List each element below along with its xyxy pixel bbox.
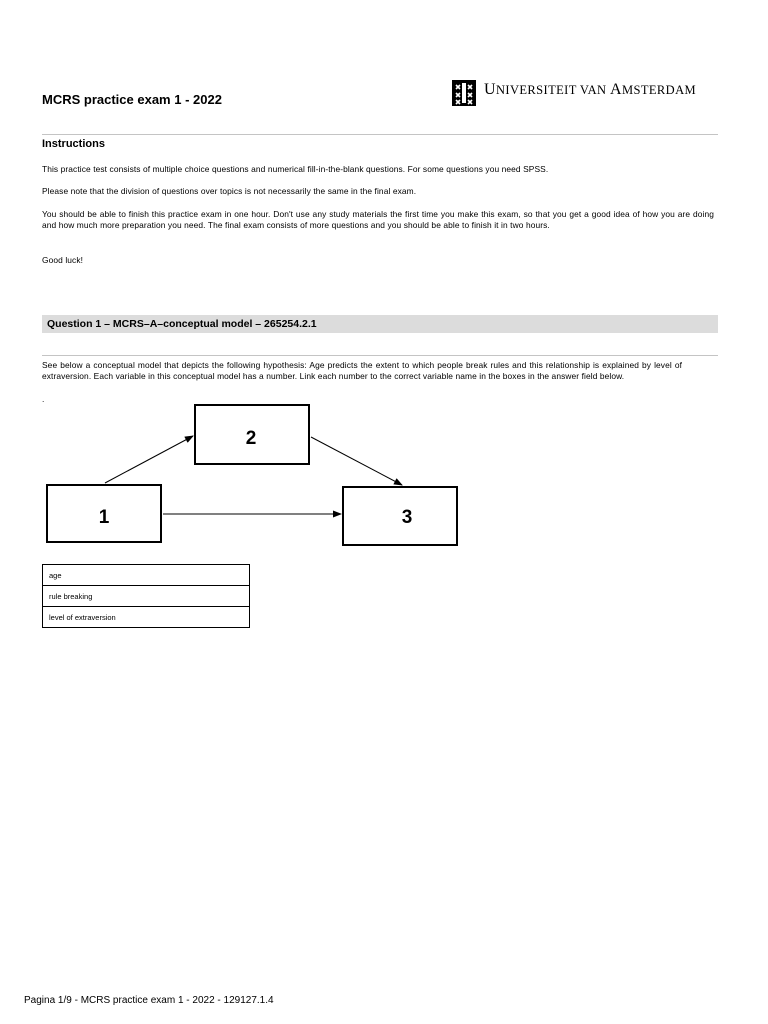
answer-option[interactable]: age <box>43 565 250 586</box>
arrow-2-to-3 <box>311 437 402 485</box>
conceptual-model-diagram <box>0 395 470 550</box>
variable-number-2: 2 <box>245 428 257 449</box>
instructions-paragraph: Good luck! <box>42 255 84 265</box>
header-divider <box>42 134 718 135</box>
answer-option[interactable]: level of extraversion <box>43 607 250 628</box>
answer-options-table <box>42 564 250 628</box>
logo-text: UNIVERSITEIT VAN AMSTERDAM <box>484 81 697 98</box>
variable-number-1: 1 <box>98 507 110 528</box>
question-title: Question 1 – MCRS–A–conceptual model – 265254.2.1 <box>47 318 317 330</box>
arrow-1-to-2 <box>105 436 193 483</box>
question-trailing-text: . <box>42 394 45 404</box>
question-text: See below a conceptual model that depicts the following hypothesis: Age predicts the extent to which people break rules and this relationship is explained by level of extraversion. Each variable in this conceptual model has a number. Link each number to the correct variable name in the boxes in the answer field below. <box>42 360 682 381</box>
question-header <box>42 315 718 333</box>
variable-box-3 <box>343 487 457 545</box>
university-logo <box>452 80 708 108</box>
page-title: MCRS practice exam 1 - 2022 <box>42 92 222 107</box>
instructions-paragraph: This practice test consists of multiple choice questions and numerical fill-in-the-blank questions. For some questions you need SPSS. <box>42 164 549 174</box>
page-footer: Pagina 1/9 - MCRS practice exam 1 - 2022 - 129127.1.4 <box>24 995 274 1006</box>
instructions-paragraph: Please note that the division of questions over topics is not necessarily the same in the final exam. <box>42 186 417 196</box>
answer-option[interactable]: rule breaking <box>43 586 250 607</box>
instructions-paragraph: You should be able to finish this practice exam in one hour. Don't use any study materials the first time you make this exam, so that you get a good idea of how you are doing and how much more preparation you need. The final exam consists of more questions and you should be able to finish it in two hours. <box>42 209 714 230</box>
question-divider <box>42 355 718 356</box>
uva-shield-icon <box>452 80 476 106</box>
instructions-heading: Instructions <box>42 138 105 150</box>
variable-number-3: 3 <box>401 507 413 528</box>
